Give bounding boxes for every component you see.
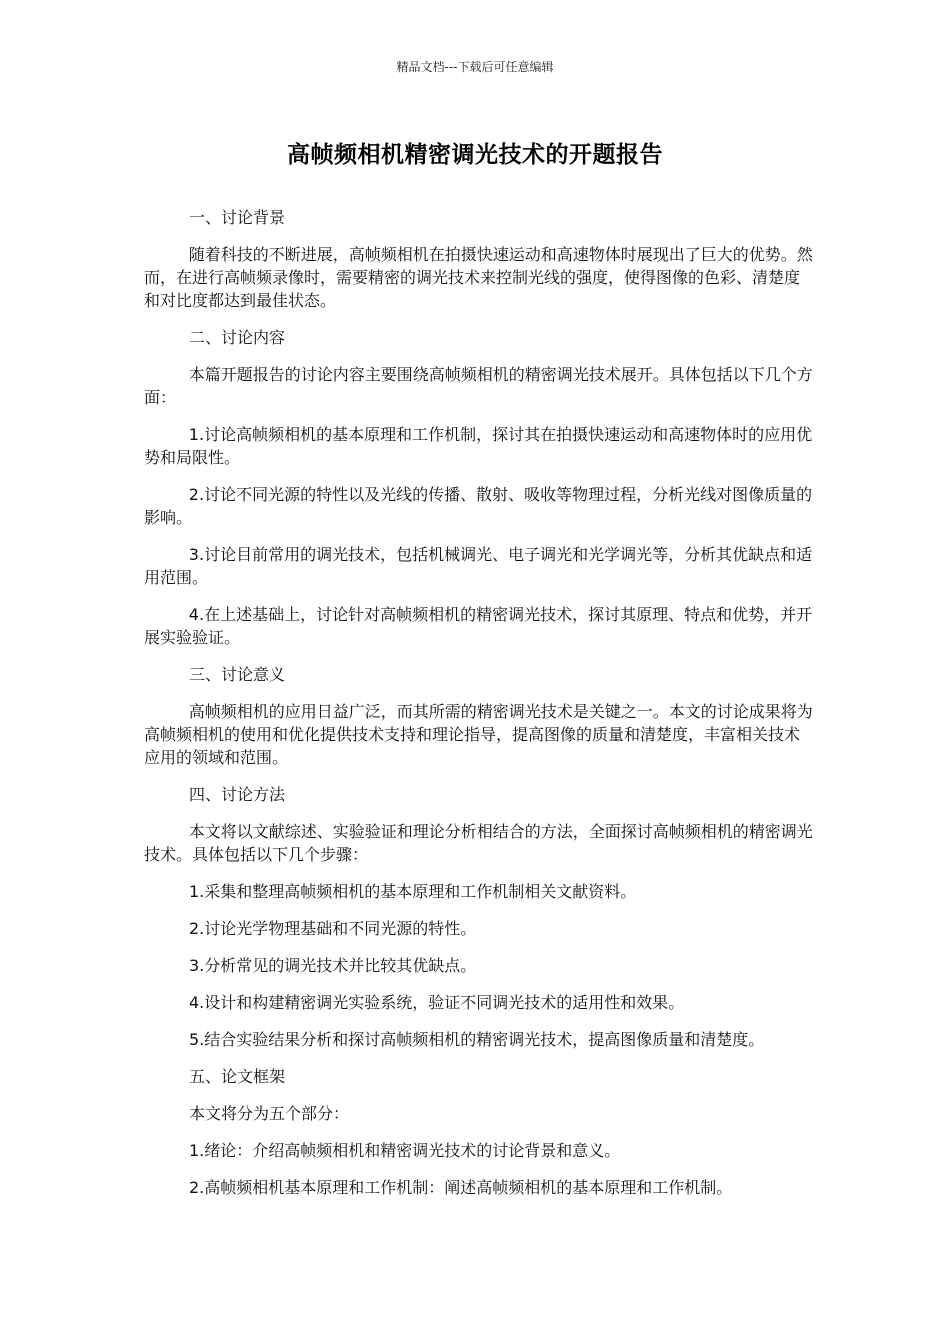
background-paragraph: 随着科技的不断进展，高帧频相机在拍摄快速运动和高速物体时展现出了巨大的优势。然而，在进行高帧频录像时，需要精密的调光技术来控制光线的强度，使得图像的色彩、清楚度和对比度都达到最佳状态。 [144,245,813,310]
method-step: 4.设计和构建精密调光实验系统，验证不同调光技术的适用性和效果。 [189,993,685,1012]
framework-part: 1.绪论：介绍高帧频相机和精密调光技术的讨论背景和意义。 [189,1141,621,1160]
document-title: 高帧频相机精密调光技术的开题报告 [287,142,663,168]
content-item: 1.讨论高帧频相机的基本原理和工作机制，探讨其在拍摄快速运动和高速物体时的应用优势和局限性。 [144,425,813,467]
framework-part: 2.高帧频相机基本原理和工作机制：阐述高帧频相机的基本原理和工作机制。 [189,1178,733,1197]
content-item: 4.在上述基础上，讨论针对高帧频相机的精密调光技术，探讨其原理、特点和优势，并开展实验验证。 [144,605,813,647]
method-step: 5.结合实验结果分析和探讨高帧频相机的精密调光技术，提高图像质量和清楚度。 [189,1030,765,1049]
section-heading-content: 二、讨论内容 [189,328,286,347]
section-heading-method: 四、讨论方法 [189,785,286,804]
content-item: 2.讨论不同光源的特性以及光线的传播、散射、吸收等物理过程，分析光线对图像质量的影响。 [144,485,813,527]
method-step: 1.采集和整理高帧频相机的基本原理和工作机制相关文献资料。 [189,882,637,901]
section-heading-significance: 三、讨论意义 [189,665,286,684]
section-heading-framework: 五、论文框架 [189,1067,286,1086]
framework-intro: 本文将分为五个部分： [189,1104,350,1123]
method-step: 3.分析常见的调光技术并比较其优缺点。 [189,956,477,975]
section-heading-background: 一、讨论背景 [189,208,286,227]
content-item: 3.讨论目前常用的调光技术，包括机械调光、电子调光和光学调光等，分析其优缺点和适用范围。 [144,545,813,587]
content-intro: 本篇开题报告的讨论内容主要围绕高帧频相机的精密调光技术展开。具体包括以下几个方面： [144,365,813,407]
document-body [144,206,814,1213]
method-step: 2.讨论光学物理基础和不同光源的特性。 [189,919,477,938]
method-intro: 本文将以文献综述、实验验证和理论分析相结合的方法，全面探讨高帧频相机的精密调光技术。具体包括以下几个步骤： [144,822,813,864]
header-note: 精品文档---下载后可任意编辑 [396,60,554,74]
significance-paragraph: 高帧频相机的应用日益广泛，而其所需的精密调光技术是关键之一。本文的讨论成果将为高帧频相机的使用和优化提供技术支持和理论指导，提高图像的质量和清楚度，丰富相关技术应用的领域和范围。 [144,702,813,767]
